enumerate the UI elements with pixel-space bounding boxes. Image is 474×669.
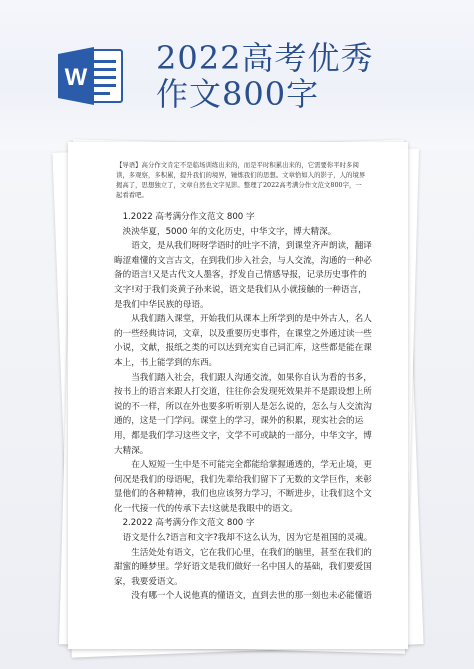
document-page-preview [68,142,408,649]
word-logo-letter: W [64,64,88,91]
title-line-2: 作文800字 [156,75,320,113]
essay-heading-2: 2.2022 高考满分作文范文 800 字 [122,518,255,529]
paragraph: 当我们踏入社会，我们跟人沟通交流，如果你自认为看的书多，按书上的语言来跟人打交道，往往你会发现死效果并不是跟设想上所说的不一样，所以在外也要多听听别人是怎么说的，怎么与人交流沟通的，这是一门学问。课堂上的学习，课外的积累，现实社会的运用，都是我们学习这些文字，文学不可或缺的一部分，中华文字，博大精深。 [114,372,372,456]
word-document-icon [56,44,126,108]
essay-heading-1: 1.2022 高考满分作文范文 800 字 [122,212,255,222]
paragraph: 从我们踏入课堂，开始我们从课本上所学到的是中外古人，名人的一些经典诗词，文章，以及重要历史事件，在课堂之外通过读一些小说，文献，报纸之类的可以达到充实自己词汇库，这些都是能在课本上，书上能学到的东西。 [114,314,372,368]
paragraph: 泱泱华夏，5000 年的文化历史，中华文字，博大精深。 [122,226,337,237]
paragraph: 生活处处有语文，它在我们心里，在我们的脑里，甚至在我们的甜蜜的睡梦里。学好语文是我们做好一名中国人的基础，我们要爱国家，我要爱语文。 [114,547,372,587]
title-line-1: 2022高考优秀 [156,39,374,77]
paragraph: 在人短短一生中是不可能完全都能给掌握通透的，学无止境，更何况是我们的母语呢，我们先辈给我们留下了无数的文学巨作，来彰显他们的各种精神，我们也应该努力学习，不断进步，让我们这个文化一代接一代的传承下去!这就是我眼中的语文。 [114,460,372,514]
page-title [156,40,373,112]
guide-paragraph: 【导语】高分作文肯定不是临场训练出来的，而是平时积累出来的，它需要你平时多阅读，多观察，多积累，提升我们的境界，锤炼我们的思想。文章恰如人的影子，人的境界揭高了，思想独立了，文章自然也文字见影。整理了2022高考满分作文范文800字，一起看看吧。 [116,161,366,199]
essay-body [114,210,374,604]
paragraph: 语文是什么?语言和文字?我却不这么认为，因为它是祖国的灵魂。 [122,533,373,544]
paragraph: 没有哪一个人说他真的懂语文，直到去世的那一刻也未必能懂语 [131,591,372,602]
paragraph: 语文，是从我们呀呀学语时的吐字不清，到课堂齐声朗读，翻译晦涩难懂的文言古文，在到我们步入社会，与人交流，沟通的一种必备的语言!又是古代文人墨客，抒发自己情感导报，记录历史事件的文字!对于我们炎黄子孙来说，语文是我们从小就接触的一种语言，是我们中华民族的母语。 [114,241,372,310]
